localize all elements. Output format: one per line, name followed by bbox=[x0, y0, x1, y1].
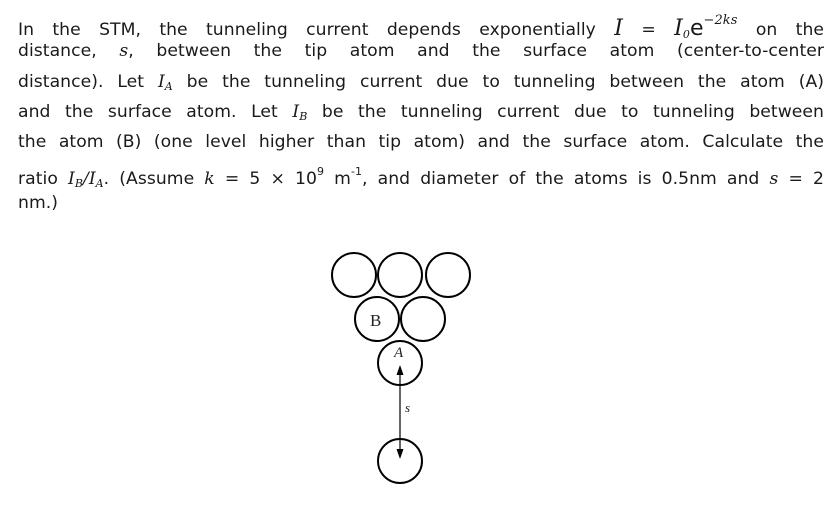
text-segment: the atom (B) (one level higher than tip atom) and the surface atom. Calculate the bbox=[18, 132, 824, 153]
variable-IB: I bbox=[67, 169, 75, 190]
text-segment: , and diameter of the atoms is 0.5nm and bbox=[362, 169, 760, 190]
text-segment: = 2 bbox=[788, 169, 824, 190]
text-segment: be the tunneling current due to tunneling between the atom (A) bbox=[186, 71, 825, 92]
exponent-minus-1: -1 bbox=[350, 165, 363, 179]
equation-I0-symbol: I bbox=[674, 16, 683, 41]
tip-atom-middle-right bbox=[401, 297, 445, 341]
exponent-9: 9 bbox=[317, 165, 325, 179]
variable-IA: I bbox=[88, 169, 96, 190]
unit-m: m bbox=[334, 169, 351, 190]
text-segment: distance, bbox=[18, 41, 97, 62]
text-segment: = 5 × 10 bbox=[224, 169, 317, 190]
variable-IB-subscript: B bbox=[299, 109, 308, 123]
text-segment: In the STM, the tunneling current depends exponentially bbox=[18, 20, 596, 40]
distance-label: s bbox=[405, 400, 411, 415]
tip-atom-top-right bbox=[426, 253, 470, 297]
text-segment: on the bbox=[755, 20, 825, 40]
equation-I0-subscript: 0 bbox=[682, 28, 690, 41]
equation-e: e bbox=[689, 16, 704, 41]
stm-atom-diagram bbox=[320, 240, 480, 500]
variable-IB: I bbox=[292, 101, 300, 122]
equation-exponent: −2ks bbox=[703, 13, 738, 28]
ratio-slash: / bbox=[82, 169, 89, 190]
question-line-5 bbox=[18, 127, 824, 157]
variable-s: s bbox=[119, 41, 129, 62]
question-line-3 bbox=[18, 67, 824, 97]
variable-s: s bbox=[769, 169, 779, 190]
equation-equals: = bbox=[641, 20, 656, 40]
atom-B-label: B bbox=[370, 311, 382, 330]
text-segment: ratio bbox=[18, 169, 58, 190]
question-line-1 bbox=[18, 6, 825, 41]
variable-IA-subscript: A bbox=[164, 79, 173, 93]
variable-IB-subscript: B bbox=[74, 177, 83, 191]
text-segment: distance). Let bbox=[18, 71, 145, 92]
question-line-7 bbox=[18, 188, 824, 218]
text-segment: be the tunneling current due to tunneling between bbox=[321, 101, 824, 122]
variable-IA: I bbox=[157, 71, 165, 92]
text-segment: , between the tip atom and the surface atom (center-to-center bbox=[128, 41, 825, 62]
tip-atom-top-left bbox=[332, 253, 376, 297]
variable-IA-subscript: A bbox=[95, 177, 104, 191]
variable-k: k bbox=[204, 169, 215, 190]
question-line-4 bbox=[18, 97, 824, 127]
equation-current-symbol: I bbox=[614, 16, 623, 41]
question-line-2 bbox=[18, 36, 824, 66]
question-line-6 bbox=[18, 157, 824, 191]
tip-atom-top-middle bbox=[378, 253, 422, 297]
atom-A-label: A bbox=[394, 345, 404, 361]
text-segment: nm.) bbox=[18, 192, 59, 213]
text-segment: . (Assume bbox=[103, 169, 195, 190]
text-segment: and the surface atom. Let bbox=[18, 101, 278, 122]
question-text bbox=[18, 6, 824, 218]
